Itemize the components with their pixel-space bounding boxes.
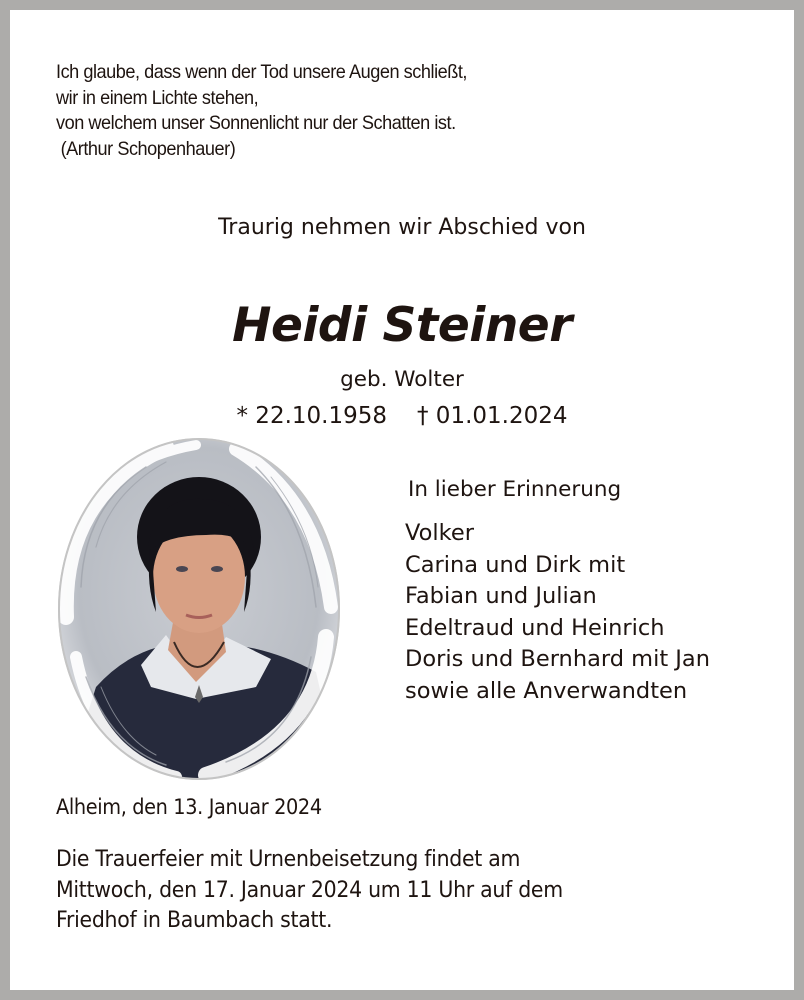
portrait-icon [56,437,342,781]
ceremony-info [56,845,563,937]
mourner-line: sowie alle Anverwandten [405,677,688,704]
deceased-name: Heidi Steiner [232,298,572,353]
place-date: Alheim, den 13. Januar 2024 [56,795,322,819]
intro-text: Traurig nehmen wir Abschied von [218,215,586,240]
memory-heading: In lieber Erinnerung [408,477,622,502]
quote-line: Ich glaube, dass wenn der Tod unsere Augen schließt, [56,61,468,83]
birth-date: * 22.10.1958 [236,403,387,429]
ceremony-line: Mittwoch, den 17. Januar 2024 um 11 Uhr auf dem [56,877,563,903]
maiden-name: geb. Wolter [340,367,464,392]
quote-author: (Arthur Schopenhauer) [56,137,236,160]
quote-line: wir in einem Lichte stehen, [56,86,259,109]
quote-line: von welchem unser Sonnenlicht nur der Schatten ist. [56,112,456,134]
ceremony-line: Friedhof in Baumbach statt. [56,908,333,933]
mourner-line: Fabian und Julian [405,583,597,609]
ceremony-line: Die Trauerfeier mit Urnenbeisetzung findet am [56,847,521,872]
death-date: † 01.01.2024 [417,403,568,429]
mourner-line: Edeltraud und Heinrich [405,614,665,641]
mourner-line: Doris und Bernhard mit Jan [405,646,710,672]
mourner-line: Carina und Dirk mit [405,551,626,578]
mourners-list [405,518,710,707]
mourner-line: Volker [405,520,474,546]
quote-block [56,60,467,162]
obituary-card [10,10,794,990]
portrait-photo [56,437,342,781]
life-dates [10,403,794,429]
